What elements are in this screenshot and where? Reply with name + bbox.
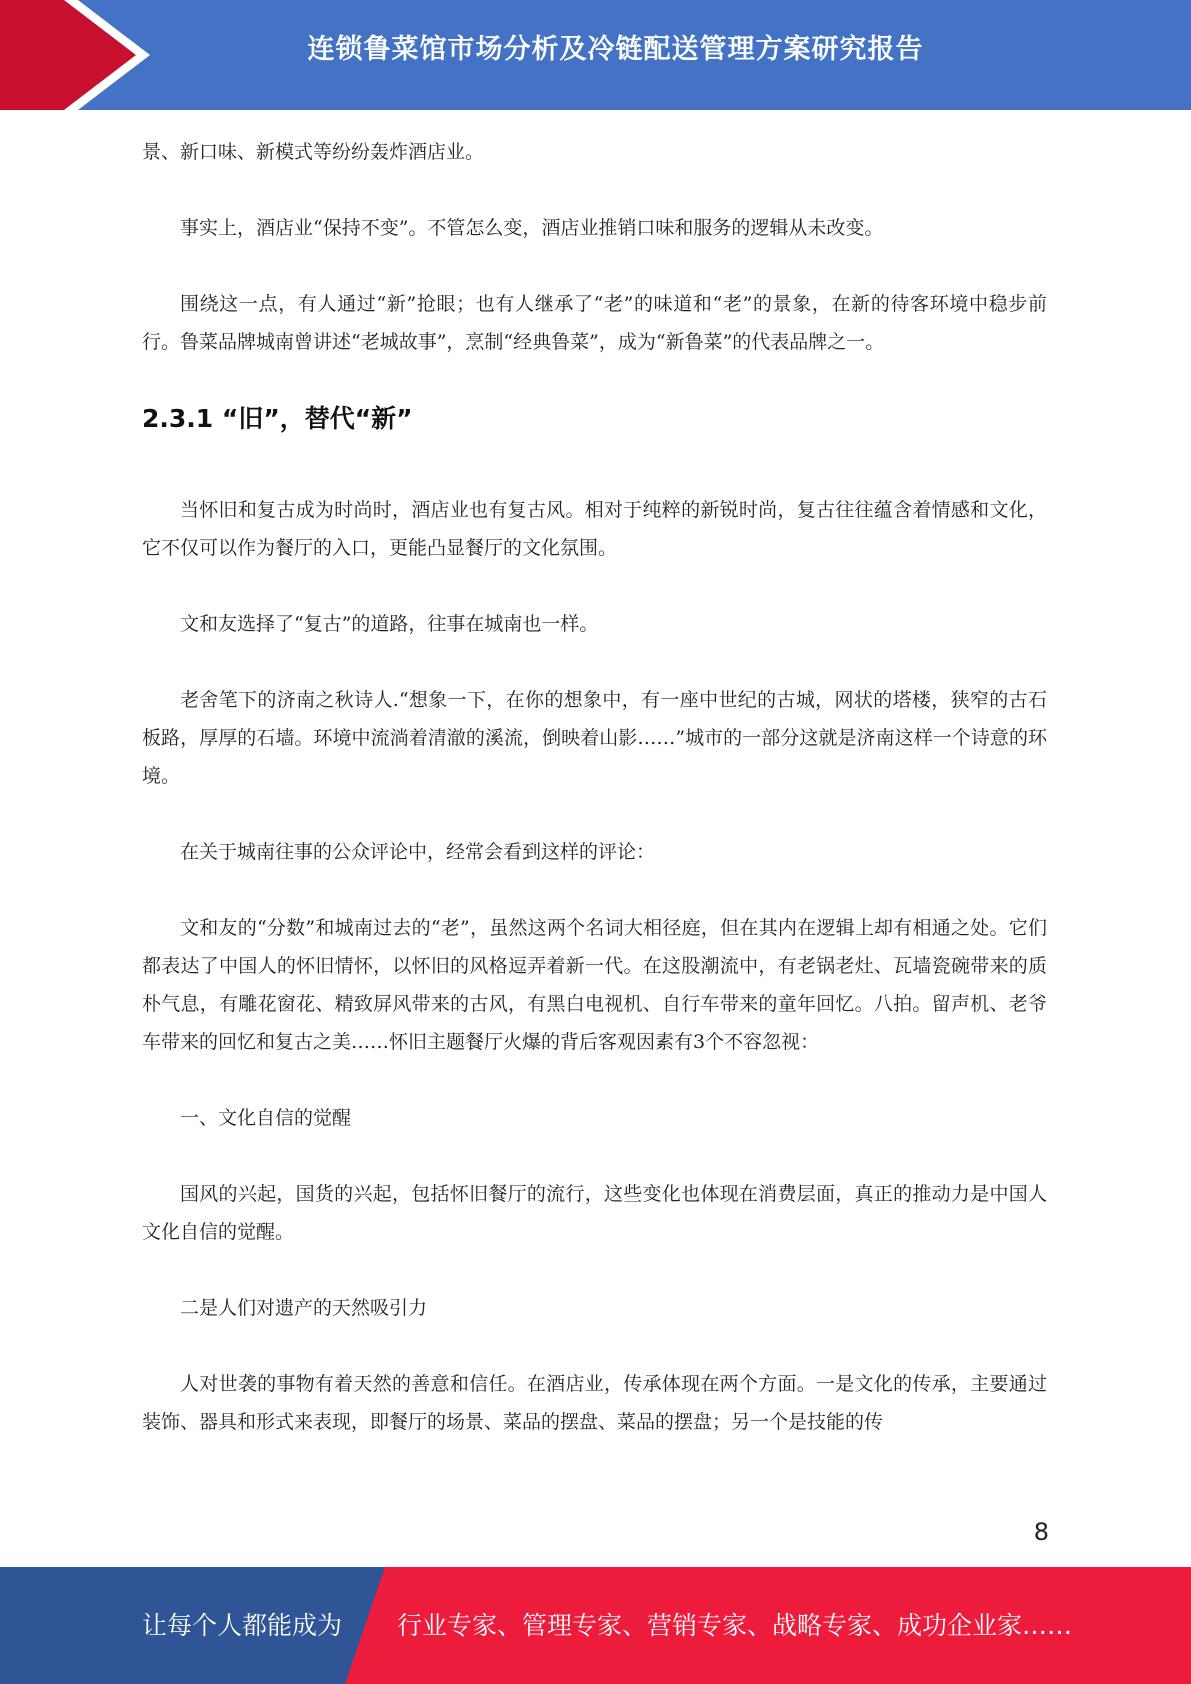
document-body	[142, 133, 1047, 1479]
paragraph-9: 一、文化自信的觉醒	[180, 1107, 352, 1129]
paragraph-11: 二是人们对遗产的天然吸引力	[180, 1297, 428, 1319]
paragraph-12: 人对世袭的事物有着天然的善意和信任。在酒店业，传承体现在两个方面。一是文化的传承，主要通过装饰、器具和形式来表现，即餐厅的场景、菜品的摆盘、菜品的摆盘；另一个是技能的传	[142, 1373, 1047, 1433]
paragraph-1: 景、新口味、新模式等纷纷轰炸酒店业。	[142, 141, 485, 163]
page-header	[0, 0, 1191, 110]
paragraph-7: 在关于城南往事的公众评论中，经常会看到这样的评论：	[180, 841, 656, 863]
paragraph-6: 老舍笔下的济南之秋诗人.“想象一下，在你的想象中，有一座中世纪的古城，网状的塔楼，狭窄的古石板路，厚厚的石墙。环境中流淌着清澈的溪流，倒映着山影……”城市的一部分这就是济南这样一个诗意的环境。	[142, 689, 1047, 787]
footer-slogan-right: 行业专家、管理专家、营销专家、战略专家、成功企业家……	[397, 1611, 1073, 1640]
paragraph-5: 文和友选择了“复古”的道路，往事在城南也一样。	[180, 613, 599, 635]
paragraph-8: 文和友的“分数”和城南过去的“老”，虽然这两个名词大相径庭，但在其内在逻辑上却有相通之处。它们都表达了中国人的怀旧情怀，以怀旧的风格逗弄着新一代。在这股潮流中，有老锅老灶、瓦墙瓷碗带来的质朴气息，有雕花窗花、精致屏风带来的古风，有黑白电视机、自行车带来的童年回忆。八拍。留声机、老爷车带来的回忆和复古之美……怀旧主题餐厅火爆的背后客观因素有3个不容忽视：	[142, 917, 1047, 1053]
report-title: 连锁鲁菜馆市场分析及冷链配送管理方案研究报告	[307, 34, 924, 65]
paragraph-3: 围绕这一点，有人通过“新”抢眼；也有人继承了“老”的味道和“老”的景象，在新的待客环境中稳步前行。鲁菜品牌城南曾讲述“老城故事”，烹制“经典鲁菜”，成为“新鲁菜”的代表品牌之一。	[142, 293, 1047, 353]
paragraph-4: 当怀旧和复古成为时尚时，酒店业也有复古风。相对于纯粹的新锐时尚，复古往往蕴含着情感和文化，它不仅可以作为餐厅的入口，更能凸显餐厅的文化氛围。	[142, 499, 1047, 559]
paragraph-10: 国风的兴起，国货的兴起，包括怀旧餐厅的流行，这些变化也体现在消费层面，真正的推动力是中国人文化自信的觉醒。	[142, 1183, 1047, 1243]
page-footer	[0, 1567, 1191, 1684]
page-number: 8	[1033, 1518, 1049, 1546]
section-heading: 2.3.1 “旧”，替代“新”	[142, 404, 413, 433]
paragraph-2: 事实上，酒店业“保持不变”。不管怎么变，酒店业推销口味和服务的逻辑从未改变。	[180, 217, 884, 239]
footer-slogan-left: 让每个人都能成为	[142, 1611, 343, 1640]
